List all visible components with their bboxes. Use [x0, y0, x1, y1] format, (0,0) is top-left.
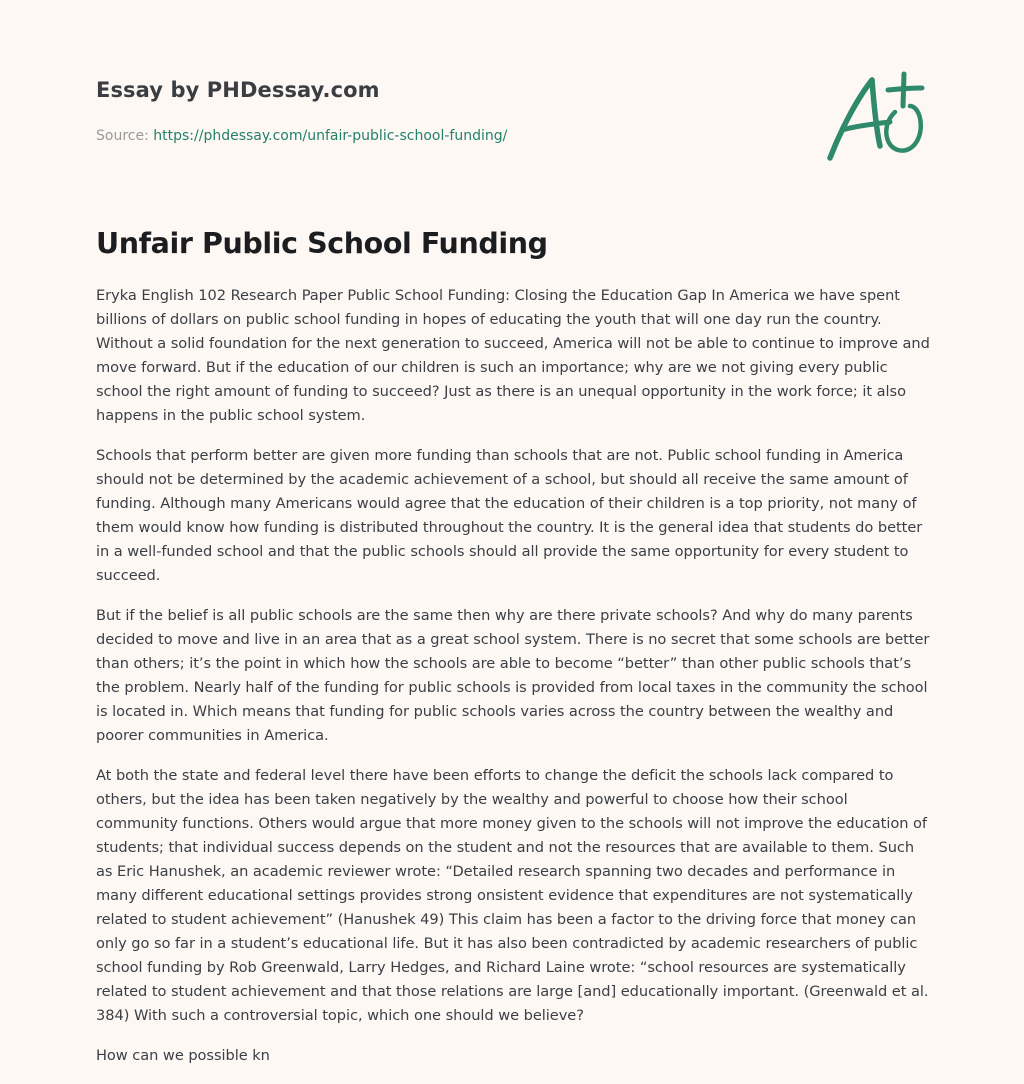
source-link[interactable]: https://phdessay.com/unfair-public-school-funding/ — [153, 128, 508, 144]
essay-body — [96, 284, 930, 1084]
a-plus-logo-icon — [820, 66, 932, 166]
essay-paragraph: How can we possible kn — [96, 1047, 270, 1064]
essay-paragraph: But if the belief is all public schools are the same then why are there private schools? And why do many parents decided to move and live in an area that as a great school system. There is no secret that some schools are better than others; it’s the point in which how the schools are able to become “better” than other public schools that’s the problem. Nearly half of the funding for public schools is provided from local taxes in the community the school is located in. Which means that funding for public schools varies across the country between the wealthy and poorer communities in America. — [96, 607, 930, 744]
essay-paragraph: At both the state and federal level there have been efforts to change the deficit the schools lack compared to others, but the idea has been taken negatively by the wealthy and powerful to choose how their school community functions. Others would argue that more money given to the schools will not improve the education of students; that individual success depends on the student and not the resources that are available to them. Such as Eric Hanushek, an academic reviewer wrote: “Detailed research spanning two decades and performance in many different educational settings provides strong onsistent evidence that expenditures are not systematically related to student achievement” (Hanushek 49) This claim has been a factor to the driving force that money can only go so far in a student’s educational life. But it has also been contradicted by academic researchers of public school funding by Rob Greenwald, Larry Hedges, and Richard Laine wrote: “school resources are systematically related to student achievement and that those relations are large [and] educationally important. (Greenwald et al. 384) With such a controversial topic, which one should we believe? — [96, 767, 929, 1024]
essay-paragraph: Eryka English 102 Research Paper Public School Funding: Closing the Education Gap In America we have spent billions of dollars on public school funding in hopes of educating the youth that will one day run the country. Without a solid foundation for the next generation to succeed, America will not be able to continue to improve and move forward. But if the education of our children is such an importance; why are we not giving every public school the right amount of funding to succeed? Just as there is an unequal opportunity in the work force; it also happens in the public school system. — [96, 287, 930, 424]
essay-paragraph: Schools that perform better are given more funding than schools that are not. Public school funding in America should not be determined by the academic achievement of a school, but should all receive the same amount of funding. Although many Americans would agree that the education of their children is a top priority, not many of them would know how funding is distributed throughout the country. It is the general idea that students do better in a well-funded school and that the public schools should all provide the same opportunity for every student to succeed. — [96, 447, 923, 584]
source-label: Source: — [96, 128, 149, 144]
source-line — [96, 126, 736, 146]
essay-title: Unfair Public School Funding — [96, 227, 548, 260]
page-header — [96, 76, 736, 146]
site-title: Essay by PHDessay.com — [96, 78, 380, 102]
